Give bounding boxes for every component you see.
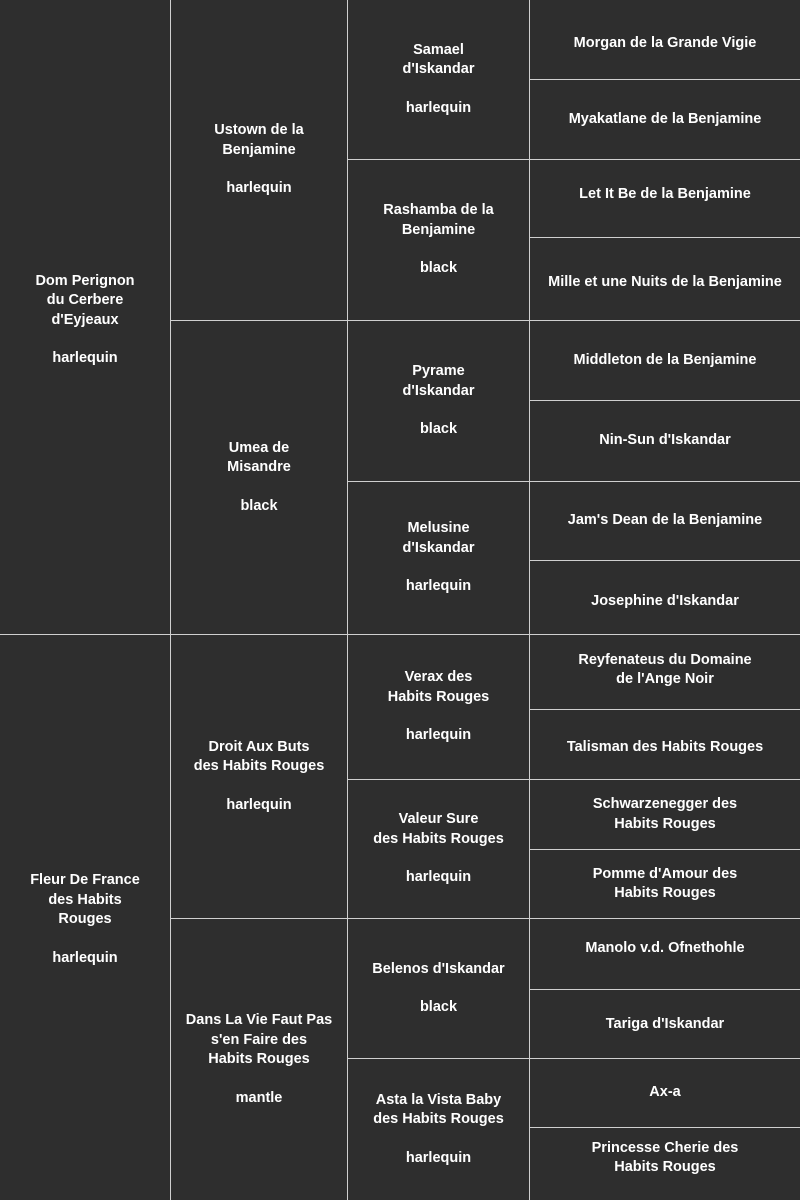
dog-name: Asta la Vista Baby des Habits Rouges	[373, 1091, 504, 1128]
dog-color: harlequin	[52, 949, 118, 966]
pedigree-cell-sddd	[530, 561, 800, 634]
pedigree-cell-dddd	[530, 1128, 800, 1200]
dog-name: Middleton de la Benjamine	[573, 351, 757, 368]
pedigree-cell-dsss	[530, 635, 800, 709]
pedigree-cell-sire-sire	[171, 0, 347, 320]
dog-name: Droit Aux Buts des Habits Rouges	[193, 738, 325, 775]
dog-color: harlequin	[405, 99, 472, 116]
dog-name: Ax-a	[649, 1084, 681, 1101]
dog-name: Tariga d'Iskandar	[605, 1016, 725, 1033]
grid-line	[347, 0, 348, 1200]
dog-color: harlequin	[226, 796, 292, 813]
grid-line	[529, 400, 800, 401]
grid-line	[529, 0, 530, 1200]
grid-line	[347, 1058, 800, 1059]
pedigree-cell-sdss	[530, 321, 800, 400]
dog-color: harlequin	[226, 180, 292, 197]
pedigree-cell-ssds	[530, 160, 800, 237]
dog-name: Josephine d'Iskandar	[591, 592, 739, 609]
dog-color: mantle	[235, 1089, 283, 1106]
grid-line	[529, 237, 800, 238]
dog-name: Reyfenateus du Domaine de l'Ange Noir	[578, 651, 752, 687]
dog-name: Samael d'Iskandar	[402, 41, 475, 78]
pedigree-cell-ddsd	[530, 990, 800, 1058]
pedigree-cell-sssd	[530, 80, 800, 159]
dog-color: black	[419, 421, 458, 438]
grid-line	[347, 159, 800, 160]
dog-color: black	[419, 260, 458, 277]
dog-name: Mille et une Nuits de la Benjamine	[548, 274, 782, 291]
dog-name: Verax des Habits Rouges	[387, 669, 490, 705]
grid-line	[529, 709, 800, 710]
dog-color: harlequin	[405, 1149, 472, 1166]
grid-line	[529, 560, 800, 561]
pedigree-cell-sss	[348, 0, 529, 159]
dog-name: Rashamba de la Benjamine	[383, 202, 494, 238]
pedigree-cell-sire-dam	[171, 321, 347, 634]
dog-name: Let It Be de la Benjamine	[579, 185, 751, 202]
pedigree-cell-ssdd	[530, 238, 800, 320]
dog-name: Umea de Misandre	[227, 439, 291, 476]
pedigree-cell-dam-sire	[171, 635, 347, 918]
pedigree-cell-sds	[348, 321, 529, 481]
dog-color: harlequin	[405, 578, 472, 595]
grid-line	[170, 320, 800, 321]
dog-color: harlequin	[405, 869, 472, 886]
dog-color: black	[240, 497, 278, 514]
pedigree-cell-dsd	[348, 780, 529, 918]
pedigree-cell-dssd	[530, 710, 800, 779]
dog-color: harlequin	[405, 727, 472, 744]
pedigree-cell-ddd	[348, 1059, 529, 1200]
pedigree-cell-ddds	[530, 1059, 800, 1127]
pedigree-cell-dds	[348, 919, 529, 1058]
dog-name: Dans La Vie Faut Pas s'en Faire des Habits Rouges	[185, 1012, 333, 1067]
dog-name: Ustown de la Benjamine	[214, 122, 304, 158]
grid-line	[529, 849, 800, 850]
pedigree-cell-sire	[0, 0, 170, 634]
dog-name: Morgan de la Grande Vigie	[573, 35, 757, 51]
grid-line	[529, 1127, 800, 1128]
pedigree-cell-sdd	[348, 482, 529, 634]
dog-name: Myakatlane de la Benjamine	[568, 110, 762, 127]
dog-name: Princesse Cherie des Habits Rouges	[591, 1139, 739, 1175]
dog-name: Pyrame d'Iskandar	[402, 363, 475, 399]
grid-line	[529, 79, 800, 80]
dog-color: black	[419, 999, 458, 1015]
dog-name: Manolo v.d. Ofnethohle	[585, 940, 745, 957]
dog-name: Dom Perignon du Cerbere d'Eyjeaux	[35, 272, 135, 328]
pedigree-cell-dsds	[530, 780, 800, 849]
dog-name: Nin-Sun d'Iskandar	[599, 432, 731, 449]
dog-name: Jam's Dean de la Benjamine	[567, 512, 763, 529]
grid-line	[170, 918, 800, 919]
pedigree-cell-sdsd	[530, 401, 800, 481]
pedigree-cell-ssss	[530, 0, 800, 79]
dog-name: Pomme d'Amour des Habits Rouges	[592, 865, 738, 901]
grid-line	[0, 634, 800, 635]
pedigree-cell-sdds	[530, 482, 800, 560]
dog-name: Valeur Sure des Habits Rouges	[373, 811, 504, 847]
pedigree-cell-dsdd	[530, 850, 800, 918]
dog-name: Fleur De France des Habits Rouges	[30, 872, 140, 927]
pedigree-cell-ddss	[530, 919, 800, 989]
dog-name: Schwarzenegger des Habits Rouges	[592, 796, 738, 832]
dog-name: Belenos d'Iskandar	[372, 960, 505, 977]
grid-line	[347, 481, 800, 482]
grid-line	[529, 989, 800, 990]
grid-line	[170, 0, 171, 1200]
pedigree-cell-dss	[348, 635, 529, 779]
dog-name: Talisman des Habits Rouges	[566, 738, 764, 755]
pedigree-cell-dam	[0, 635, 170, 1200]
dog-color: harlequin	[52, 350, 118, 366]
grid-line	[347, 779, 800, 780]
dog-name: Melusine d'Iskandar	[402, 520, 475, 556]
pedigree-cell-ssd	[348, 160, 529, 320]
pedigree-cell-dam-dam	[171, 919, 347, 1200]
